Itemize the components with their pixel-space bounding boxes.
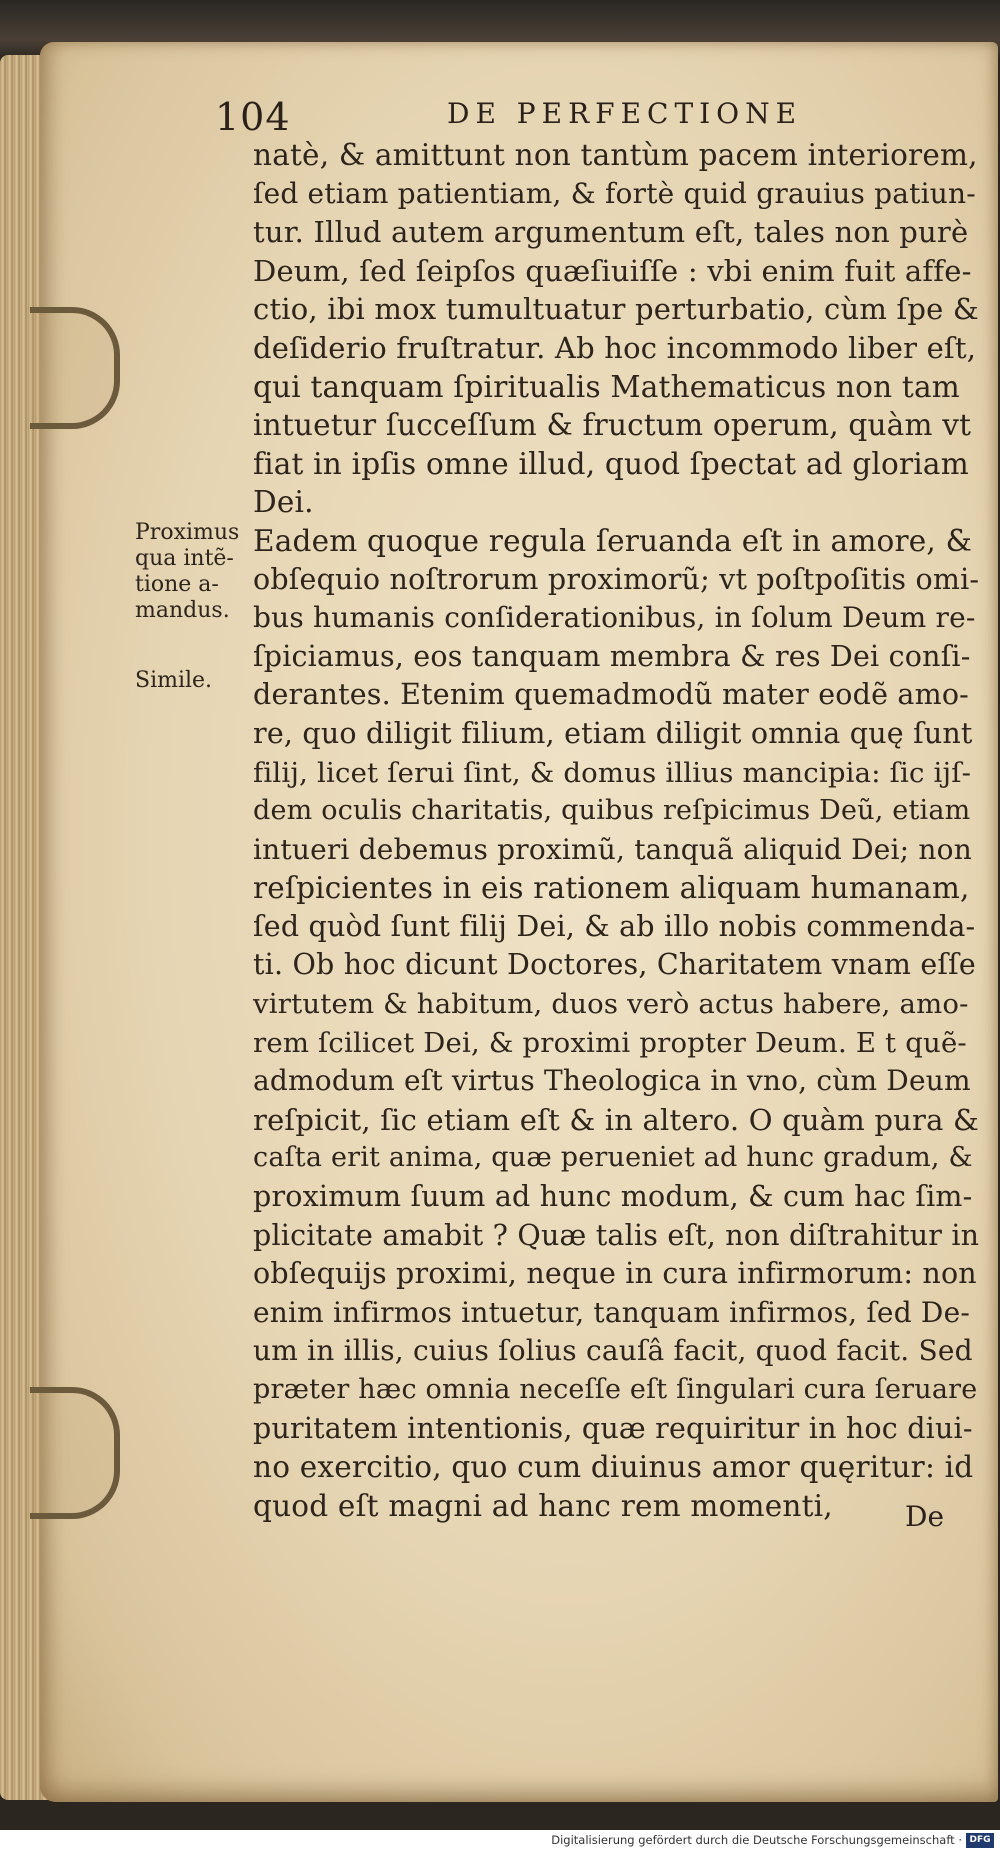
text-line: quod eſt magni ad hanc rem momenti,	[253, 1488, 833, 1523]
text-line: ſpiciamus, eos tanquam membra & res Dei conſi-	[253, 639, 971, 673]
text-line: no exercitio, quo cum diuinus amor quęritur: id	[253, 1450, 974, 1485]
text-line: bus humanis conſiderationibus, in ſolum Deum re-	[253, 601, 976, 635]
book-clasp-bottom	[30, 1387, 120, 1519]
marginal-note-line: mandus.	[135, 598, 230, 623]
text-line: derantes. Etenim quemadmodũ mater eodẽ amo-	[253, 678, 970, 712]
text-line: intuetur ſucceſſum & fructum operum, quàm vt	[253, 408, 972, 443]
marginal-note-line: tione a-	[135, 572, 219, 597]
text-line: natè, & amittunt non tantùm pacem interiorem,	[253, 138, 978, 172]
body-text	[253, 136, 979, 1525]
text-line: obſequijs proximi, neque in cura infirmorum: non	[253, 1257, 977, 1291]
page-number: 104	[215, 95, 291, 139]
text-line: fiat in ipſis omne illud, quod ſpectat ad gloriam	[253, 446, 969, 481]
text-line: virtutem & habitum, duos verò actus habere, amo-	[253, 988, 969, 1021]
text-line: admodum eſt virtus Theologica in vno, cùm Deum	[253, 1064, 971, 1098]
text-line: deſiderio fruſtratur. Ab hoc incommodo liber eſt,	[253, 330, 977, 365]
text-line: proximum ſuum ad hunc modum, & cum hac ſim-	[253, 1180, 973, 1214]
marginal-note-simile: Simile.	[135, 668, 213, 693]
text-line: enim infirmos intuetur, tanquam infirmos, ſed De-	[253, 1295, 971, 1329]
running-head-title: DE PERFECTIONE	[447, 97, 803, 130]
text-line: qui tanquam ſpiritualis Mathematicus non tam	[253, 369, 960, 404]
text-line: ſed quòd ſunt filij Dei, & ab illo nobis commenda-	[253, 909, 976, 943]
marginal-notes	[135, 520, 255, 693]
text-line: reſpicientes in eis rationem aliquam humanam,	[253, 871, 970, 906]
dfg-logo: DFG	[966, 1833, 994, 1848]
text-line: plicitate amabit ? Quæ talis eſt, non diſtrahitur in	[253, 1218, 980, 1252]
text-line: Dei.	[253, 485, 314, 520]
running-head	[215, 95, 965, 141]
digitization-footer	[0, 1830, 1000, 1852]
text-line: re, quo diligit filium, etiam diligit omnia quę ſunt	[253, 716, 973, 750]
text-line: præter hæc omnia neceſſe eſt ſingulari cura ſeruare	[253, 1374, 978, 1405]
funding-credit: Digitalisierung gefördert durch die Deutsche Forschungsgemeinschaft ·	[551, 1833, 962, 1847]
text-line: dem oculis charitatis, quibus reſpicimus Deũ, etiam	[253, 795, 971, 827]
text-line: rem ſcilicet Dei, & proximi propter Deum. E t quẽ-	[253, 1026, 967, 1059]
text-line: um in illis, cuius ſolius cauſâ facit, quod facit. Sed	[253, 1334, 973, 1368]
text-line: tur. Illud autem argumentum eſt, tales non purè	[253, 215, 969, 250]
text-line: Eadem quoque regula ſeruanda eſt in amore, &	[253, 523, 973, 558]
text-line: intueri debemus proximũ, tanquã aliquid Dei; non	[253, 832, 972, 866]
text-line: Deum, ſed ſeipſos quæſiuiſſe : vbi enim fuit affe-	[253, 253, 972, 288]
text-line: puritatem intentionis, quæ requiritur in hoc diui-	[253, 1411, 973, 1445]
book-clasp-top	[30, 307, 120, 429]
text-line: ti. Ob hoc dicunt Doctores, Charitatem vnam eſſe	[253, 948, 976, 982]
marginal-note-line: qua intẽ-	[135, 546, 234, 571]
catchword: De	[905, 1500, 945, 1533]
text-line: ctio, ibi mox tumultuatur perturbatio, cùm ſpe &	[253, 292, 979, 327]
text-line: caſta erit anima, quæ perueniet ad hunc gradum, &	[253, 1142, 973, 1174]
text-line: filij, licet ſerui ſint, & domus illius mancipia: ſic ijſ-	[253, 756, 972, 789]
marginal-note-line: Proximus	[135, 520, 240, 545]
text-line: obſequio noſtrorum proximorũ; vt poſtpoſitis omi-	[253, 562, 980, 596]
text-line: reſpicit, ſic etiam eſt & in altero. O quàm pura &	[253, 1102, 980, 1137]
text-line: ſed etiam patientiam, & fortè quid grauius patiun-	[253, 176, 976, 210]
